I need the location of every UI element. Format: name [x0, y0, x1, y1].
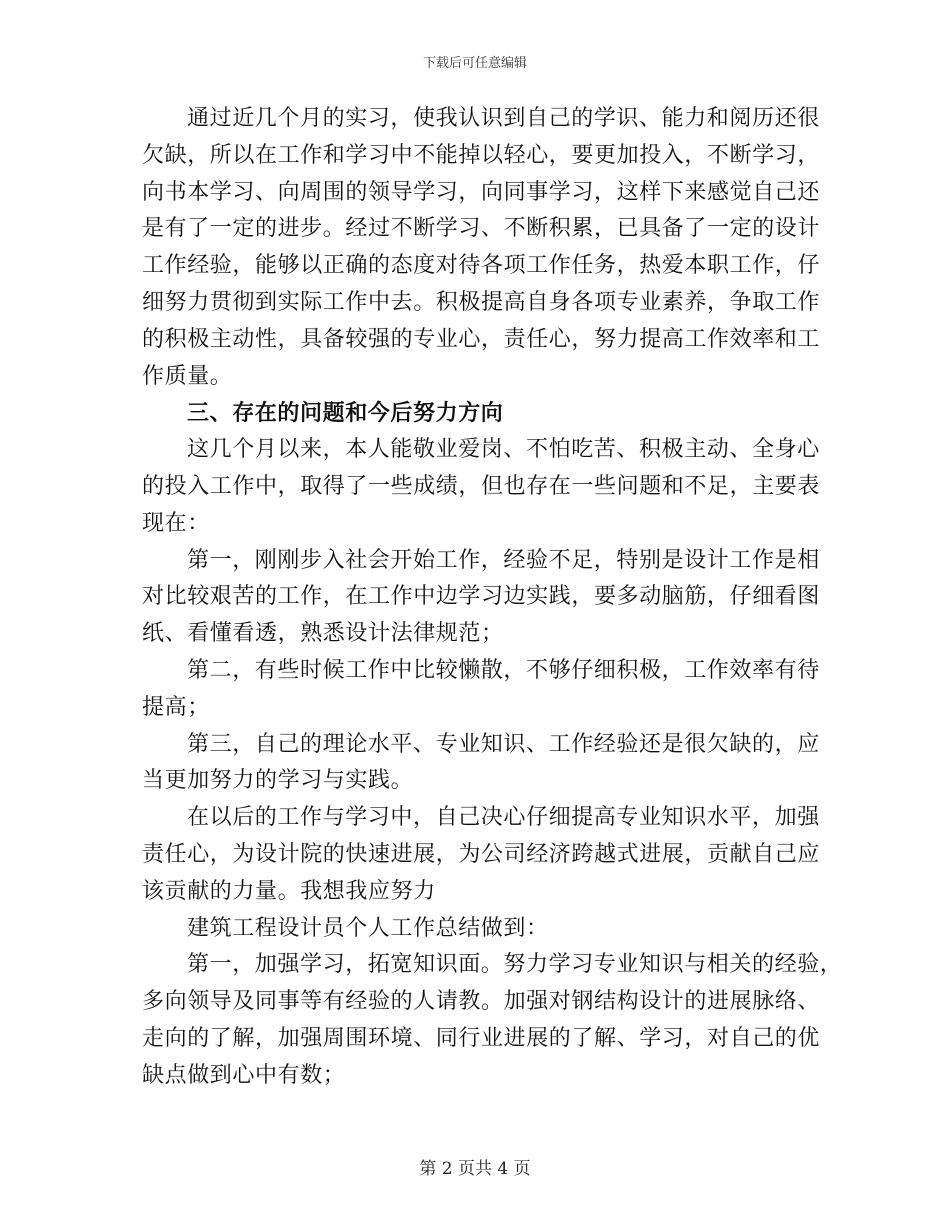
- paragraph-line: 现在：: [142, 510, 210, 536]
- paragraph-line: 第二，有些时候工作中比较懒散，不够仔细积极，工作效率有待: [187, 657, 820, 683]
- paragraph-line: 该贡献的力量。我想我应努力: [142, 878, 436, 904]
- paragraph-line: 是有了一定的进步。经过不断学习、不断积累，已具备了一定的设计: [142, 216, 821, 242]
- paragraph-line: 第一，加强学习，拓宽知识面。努力学习专业知识与相关的经验，: [187, 952, 843, 978]
- paragraph-line: 的积极主动性，具备较强的专业心，责任心，努力提高工作效率和工: [142, 326, 821, 352]
- paragraph-line: 提高；: [142, 694, 210, 720]
- paragraph-line: 当更加努力的学习与实践。: [142, 768, 414, 794]
- page-header: 下载后可任意编辑: [422, 56, 527, 71]
- paragraph-line: 第三，自己的理论水平、专业知识、工作经验还是很欠缺的，应: [187, 731, 820, 757]
- paragraph-line: 多向领导及同事等有经验的人请教。加强对钢结构设计的进展脉络、: [142, 989, 821, 1015]
- paragraph-line: 走向的了解，加强周围环境、同行业进展的了解、学习，对自己的优: [142, 1025, 821, 1051]
- paragraph-line: 欠缺，所以在工作和学习中不能掉以轻心，要更加投入，不断学习，: [142, 142, 821, 168]
- section-heading: 三、存在的问题和今后努力方向: [187, 400, 504, 427]
- paragraph-line: 这几个月以来，本人能敬业爱岗、不怕吃苦、积极主动、全身心: [187, 437, 820, 463]
- paragraph-line: 细努力贯彻到实际工作中去。积极提高自身各项专业素养，争取工作: [142, 289, 821, 315]
- paragraph-line: 的投入工作中，取得了一些成绩，但也存在一些问题和不足，主要表: [142, 473, 821, 499]
- paragraph-line: 对比较艰苦的工作，在工作中边学习边实践，要多动脑筋，仔细看图: [142, 584, 821, 610]
- paragraph-line: 建筑工程设计员个人工作总结做到：: [187, 915, 549, 941]
- paragraph-line: 第一，刚刚步入社会开始工作，经验不足，特别是设计工作是相: [187, 547, 820, 573]
- paragraph-line: 责任心，为设计院的快速进展，为公司经济跨越式进展，贡献自己应: [142, 841, 821, 867]
- document-body: [142, 106, 843, 1102]
- paragraph-line: 作质量。: [142, 363, 233, 389]
- paragraph-line: 纸、看懂看透，熟悉设计法律规范；: [142, 621, 504, 647]
- paragraph-line: 向书本学习、向周围的领导学习，向同事学习，这样下来感觉自己还: [142, 179, 821, 205]
- paragraph-line: 通过近几个月的实习，使我认识到自己的学识、能力和阅历还很: [187, 106, 820, 131]
- paragraph-line: 缺点做到心中有数；: [142, 1062, 346, 1088]
- paragraph-line: 在以后的工作与学习中，自己决心仔细提高专业知识水平，加强: [187, 805, 820, 831]
- paragraph-line: 工作经验，能够以正确的态度对待各项工作任务，热爱本职工作，仔: [142, 253, 821, 279]
- page-footer: 第 2 页共 4 页: [419, 1159, 531, 1179]
